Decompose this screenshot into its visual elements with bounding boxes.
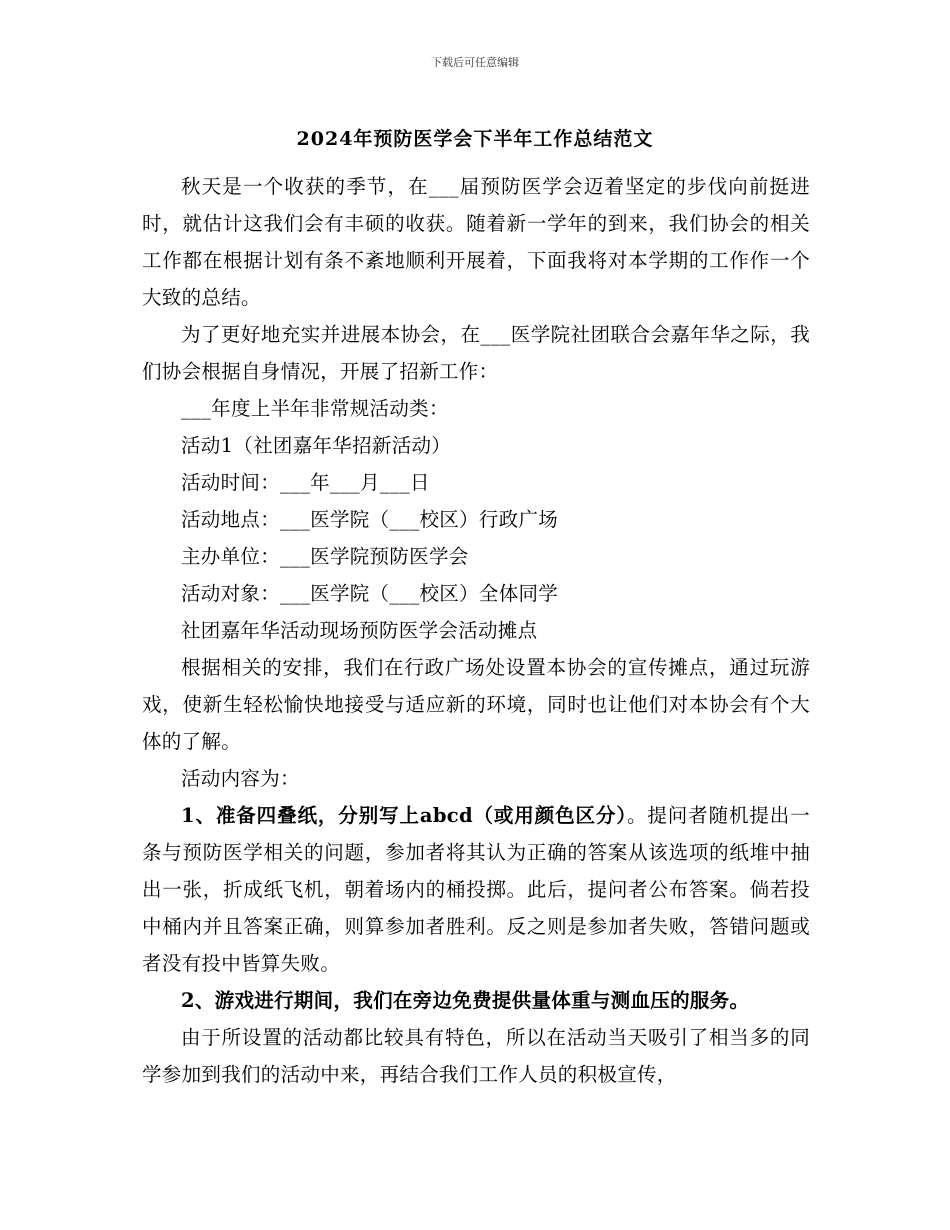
paragraph: 秋天是一个收获的季节，在___届预防医学会迈着坚定的步伐向前挺进时，就估计这我们会有丰硕的收获。随着新一学年的到来，我们协会的相关工作都在根据计划有条不紊地顺利开展着，下面我将对本学期的工作作一个大致的总结。: [142, 175, 810, 309]
paragraph: 活动时间：___年___月___日: [181, 471, 430, 494]
paragraph: 活动1（社团嘉年华招新活动）: [181, 434, 452, 457]
paragraph: 为了更好地充实并进展本协会，在___医学院社团联合会嘉年华之际，我们协会根据自身情况，开展了招新工作：: [142, 323, 810, 383]
document-body: [142, 168, 810, 1093]
paragraph: 活动内容为：: [181, 767, 300, 790]
document-title: 2024年预防医学会下半年工作总结范文: [296, 128, 654, 150]
paragraph: 1、准备四叠纸，分别写上abcd（或用颜色区分）。提问者随机提出一条与预防医学相关的问题，参加者将其认为正确的答案从该选项的纸堆中抽出一张，折成纸飞机，朝着场内的桶投掷。此后，提问者公布答案。倘若投中桶内并且答案正确，则算参加者胜利。反之则是参加者失败，答错问题或者没有投中皆算失败。: [142, 804, 810, 975]
paragraph: 由于所设置的活动都比较具有特色，所以在活动当天吸引了相当多的同学参加到我们的活动中来，再结合我们工作人员的积极宣传，: [142, 1026, 810, 1086]
paragraph: ___年度上半年非常规活动类：: [181, 397, 449, 420]
bold-lead: 1、准备四叠纸，分别写上abcd（或用颜色区分）: [181, 804, 627, 827]
header-note: 下载后可任意编辑: [431, 56, 519, 69]
bold-lead: 2、游戏进行期间，我们在旁边免费提供量体重与测血压的服务。: [181, 989, 750, 1012]
paragraph: [142, 982, 810, 1019]
paragraph: 社团嘉年华活动现场预防医学会活动摊点: [181, 619, 538, 642]
paragraph: 活动对象：___医学院（___校区）全体同学: [181, 582, 559, 605]
paragraph: 活动地点：___医学院（___校区）行政广场: [181, 508, 559, 531]
paragraph: 主办单位：___医学院预防医学会: [181, 545, 469, 568]
paragraph: 根据相关的安排，我们在行政广场处设置本协会的宣传摊点，通过玩游戏，使新生轻松愉快地接受与适应新的环境，同时也让他们对本协会有个大体的了解。: [142, 656, 810, 753]
